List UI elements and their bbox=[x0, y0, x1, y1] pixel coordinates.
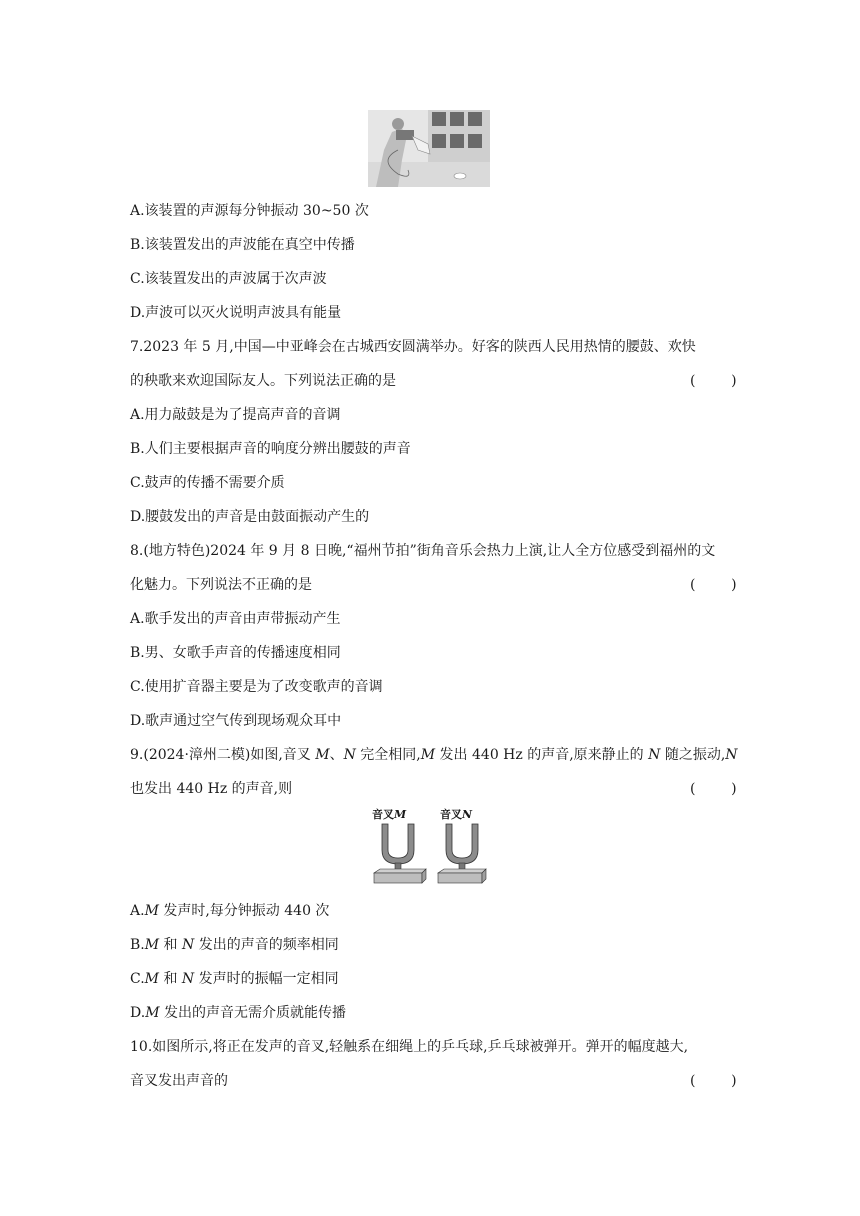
q8-option-b: B.男、女歌手声音的传播速度相同 bbox=[130, 645, 341, 661]
q8-answer-parenthesis: ( ) bbox=[690, 577, 737, 593]
fire-extinguisher-photo bbox=[368, 110, 490, 187]
q8-stem-line2: 化魅力。下列说法不正确的是 bbox=[130, 577, 312, 593]
q6-option-c: C.该装置发出的声波属于次声波 bbox=[130, 271, 327, 287]
q9-option-b: B.M 和 N 发出的声音的频率相同 bbox=[130, 937, 339, 953]
tuning-forks-drawing bbox=[372, 806, 488, 888]
q9-answer-parenthesis: ( ) bbox=[690, 781, 737, 797]
q6-option-a: A.该装置的声源每分钟振动 30~50 次 bbox=[130, 203, 369, 219]
q9-option-d: D.M 发出的声音无需介质就能传播 bbox=[130, 1005, 346, 1021]
q9-stem-text: 完全相同, bbox=[355, 747, 421, 763]
q9-stem-text: 9.(2024·漳州二模)如图,音叉 bbox=[130, 747, 316, 763]
q7-option-a: A.用力敲鼓是为了提高声音的音调 bbox=[130, 407, 341, 423]
q6-option-b: B.该装置发出的声波能在真空中传播 bbox=[130, 237, 355, 253]
q7-option-b: B.人们主要根据声音的响度分辨出腰鼓的声音 bbox=[130, 441, 411, 457]
var-n: N bbox=[343, 747, 356, 763]
q7-option-d: D.腰鼓发出的声音是由鼓面振动产生的 bbox=[130, 509, 370, 525]
q9-option-c: C.M 和 N 发声时的振幅一定相同 bbox=[130, 971, 339, 987]
q6-option-d: D.声波可以灭火说明声波具有能量 bbox=[130, 305, 342, 321]
q9-stem-line2: 也发出 440 Hz 的声音,则 bbox=[130, 781, 293, 797]
tuning-forks-figure bbox=[372, 806, 488, 888]
q9-stem-text: 发出 440 Hz 的声音,原来静止的 bbox=[435, 747, 649, 763]
q7-option-c: C.鼓声的传播不需要介质 bbox=[130, 475, 285, 491]
q9-option-a: A.M 发声时,每分钟振动 440 次 bbox=[130, 903, 330, 919]
q7-stem-line1: 7.2023 年 5 月,中国—中亚峰会在古城西安圆满举办。好客的陕西人民用热情的腰鼓、欢快 bbox=[130, 339, 696, 355]
var-n: N bbox=[648, 747, 661, 763]
q9-stem-line1 bbox=[130, 746, 738, 764]
fork-n-label: 音叉N bbox=[440, 808, 473, 821]
q7-stem-line2: 的秧歌来欢迎国际友人。下列说法正确的是 bbox=[130, 373, 396, 389]
q10-answer-parenthesis: ( ) bbox=[690, 1073, 737, 1089]
q8-option-d: D.歌声通过空气传到现场观众耳中 bbox=[130, 713, 342, 729]
q10-stem-line2: 音叉发出声音的 bbox=[130, 1073, 228, 1089]
q7-answer-parenthesis: ( ) bbox=[690, 373, 737, 389]
fork-m-label: 音叉M bbox=[372, 808, 407, 821]
q8-stem-line1: 8.(地方特色)2024 年 9 月 8 日晚,“福州节拍”街角音乐会热力上演,让人全方位感受到福州的文 bbox=[130, 543, 716, 559]
var-m: M bbox=[315, 747, 330, 763]
var-n: N bbox=[725, 747, 738, 763]
q8-option-c: C.使用扩音器主要是为了改变歌声的音调 bbox=[130, 679, 383, 695]
q8-option-a: A.歌手发出的声音由声带振动产生 bbox=[130, 611, 341, 627]
var-m: M bbox=[420, 747, 436, 763]
separator: 、 bbox=[329, 747, 344, 763]
q10-stem-line1: 10.如图所示,将正在发声的音叉,轻触系在细绳上的乒乓球,乒乓球被弹开。弹开的幅度越大, bbox=[130, 1039, 689, 1055]
q9-stem-text: 随之振动, bbox=[660, 747, 726, 763]
